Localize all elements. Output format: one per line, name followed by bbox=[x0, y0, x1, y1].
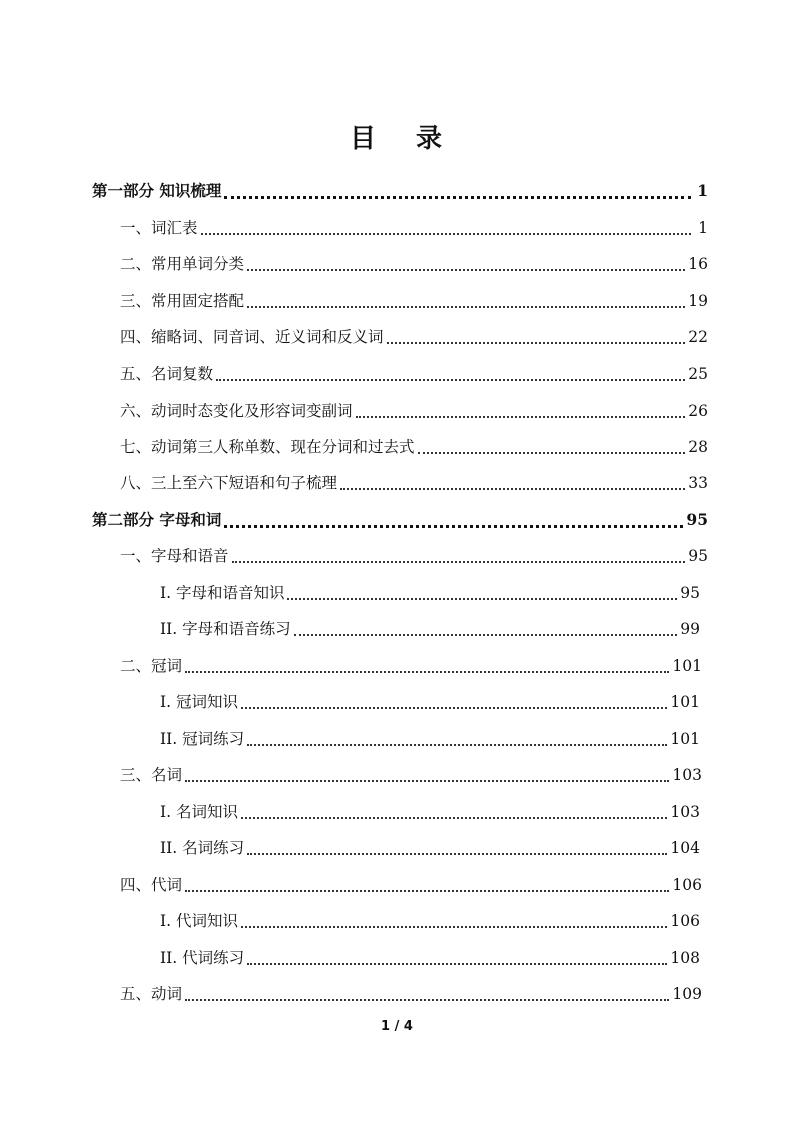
toc-entry[interactable] bbox=[120, 762, 702, 788]
dot-leader bbox=[418, 452, 686, 454]
toc-entry-label: 八、三上至六下短语和句子梳理 bbox=[120, 474, 338, 492]
toc-entry-label: 一、词汇表 bbox=[120, 219, 198, 237]
toc-entry[interactable] bbox=[120, 981, 702, 1007]
toc-entry-page-number: 106 bbox=[670, 912, 700, 930]
toc-entry[interactable] bbox=[120, 470, 708, 496]
dot-leader bbox=[185, 999, 669, 1001]
toc-entry[interactable] bbox=[120, 288, 708, 314]
dot-leader bbox=[216, 379, 685, 381]
toc-entry-page-number: 25 bbox=[688, 365, 708, 383]
toc-entry-label: II. 冠词练习 bbox=[160, 730, 245, 748]
toc-entry-page-number: 103 bbox=[672, 766, 702, 784]
toc-entry[interactable] bbox=[160, 726, 700, 752]
dot-leader bbox=[247, 744, 667, 746]
dot-leader bbox=[241, 707, 667, 709]
dot-leader bbox=[340, 488, 685, 490]
toc-entry-label: 二、冠词 bbox=[120, 657, 183, 675]
toc-entry[interactable] bbox=[120, 215, 708, 241]
dot-leader bbox=[294, 634, 678, 636]
toc-entry-page-number: 95 bbox=[686, 510, 708, 529]
toc-entry-label: 四、代词 bbox=[120, 876, 183, 894]
toc-entry-page-number: 103 bbox=[670, 803, 700, 821]
toc-entry[interactable] bbox=[160, 908, 700, 934]
toc-entry-label: 三、名词 bbox=[120, 766, 183, 784]
title-right-char: 录 bbox=[416, 124, 445, 154]
toc-entry-label: 七、动词第三人称单数、现在分词和过去式 bbox=[120, 438, 415, 456]
toc-entry-page-number: 101 bbox=[670, 693, 700, 711]
toc-entry[interactable] bbox=[92, 507, 708, 533]
toc-entry-label: II. 代词练习 bbox=[160, 949, 245, 967]
toc-entry[interactable] bbox=[120, 653, 702, 679]
dot-leader bbox=[185, 780, 669, 782]
dot-leader bbox=[185, 890, 669, 892]
dot-leader bbox=[287, 598, 677, 600]
dot-leader bbox=[247, 306, 685, 308]
toc-entry-label: II. 名词练习 bbox=[160, 839, 245, 857]
toc-entry[interactable] bbox=[120, 324, 708, 350]
toc-entry-page-number: 95 bbox=[688, 547, 708, 565]
toc-entry-label: 一、字母和语音 bbox=[120, 547, 229, 565]
dot-leader bbox=[247, 963, 667, 965]
toc-entry-page-number: 99 bbox=[680, 620, 700, 638]
dot-leader bbox=[201, 233, 691, 235]
toc-entry-label: 第二部分 字母和词 bbox=[92, 510, 222, 529]
dot-leader bbox=[224, 196, 691, 199]
toc-entry[interactable] bbox=[160, 835, 700, 861]
toc-entry-label: 三、常用固定搭配 bbox=[120, 292, 245, 310]
toc-entry[interactable] bbox=[120, 434, 708, 460]
toc-entry-page-number: 33 bbox=[688, 474, 708, 492]
toc-entry-page-number: 101 bbox=[670, 730, 700, 748]
toc-entry-label: I. 字母和语音知识 bbox=[160, 584, 285, 602]
toc-entry[interactable] bbox=[120, 543, 708, 569]
title-left-char: 目 bbox=[349, 124, 378, 154]
dot-leader bbox=[387, 342, 686, 344]
dot-leader bbox=[224, 525, 683, 528]
toc-entry-label: I. 冠词知识 bbox=[160, 693, 238, 711]
toc-entry[interactable] bbox=[92, 178, 708, 204]
toc-entry-label: 二、常用单词分类 bbox=[120, 255, 245, 273]
toc-entry-page-number: 1 bbox=[698, 219, 708, 237]
toc-entry[interactable] bbox=[160, 616, 700, 642]
toc-entry-label: I. 名词知识 bbox=[160, 803, 238, 821]
toc-entry-label: II. 字母和语音练习 bbox=[160, 620, 291, 638]
dot-leader bbox=[185, 671, 669, 673]
toc-entry-label: 六、动词时态变化及形容词变副词 bbox=[120, 402, 353, 420]
toc-entry[interactable] bbox=[120, 872, 702, 898]
dot-leader bbox=[247, 269, 685, 271]
toc-entry-page-number: 26 bbox=[688, 402, 708, 420]
toc-entry-page-number: 95 bbox=[680, 584, 700, 602]
toc-entry[interactable] bbox=[160, 945, 700, 971]
dot-leader bbox=[241, 817, 667, 819]
toc-entry-label: 五、名词复数 bbox=[120, 365, 214, 383]
dot-leader bbox=[232, 561, 686, 563]
toc-entry-page-number: 101 bbox=[672, 657, 702, 675]
toc-entry-page-number: 106 bbox=[672, 876, 702, 894]
toc-entry-page-number: 19 bbox=[688, 292, 708, 310]
toc-entry-page-number: 22 bbox=[688, 328, 708, 346]
toc-entry[interactable] bbox=[160, 689, 700, 715]
toc-entry[interactable] bbox=[120, 251, 708, 277]
toc-entry-page-number: 1 bbox=[697, 181, 708, 200]
toc-entry-page-number: 104 bbox=[670, 839, 700, 857]
toc-entry[interactable] bbox=[160, 580, 700, 606]
toc-entry-label: 五、动词 bbox=[120, 985, 183, 1003]
toc-entry-page-number: 109 bbox=[672, 985, 702, 1003]
toc-entry-page-number: 108 bbox=[670, 949, 700, 967]
toc-entry-label: 第一部分 知识梳理 bbox=[92, 181, 222, 200]
toc-entry[interactable] bbox=[160, 799, 700, 825]
toc-entry-label: I. 代词知识 bbox=[160, 912, 238, 930]
toc-entry[interactable] bbox=[120, 398, 708, 424]
toc-entry-page-number: 28 bbox=[688, 438, 708, 456]
dot-leader bbox=[356, 416, 686, 418]
toc-entry[interactable] bbox=[120, 361, 708, 387]
dot-leader bbox=[247, 853, 667, 855]
page-indicator: 1 / 4 bbox=[381, 1019, 413, 1034]
page-title bbox=[0, 118, 794, 155]
toc-entry-page-number: 16 bbox=[688, 255, 708, 273]
dot-leader bbox=[241, 926, 667, 928]
toc-entry-label: 四、缩略词、同音词、近义词和反义词 bbox=[120, 328, 384, 346]
